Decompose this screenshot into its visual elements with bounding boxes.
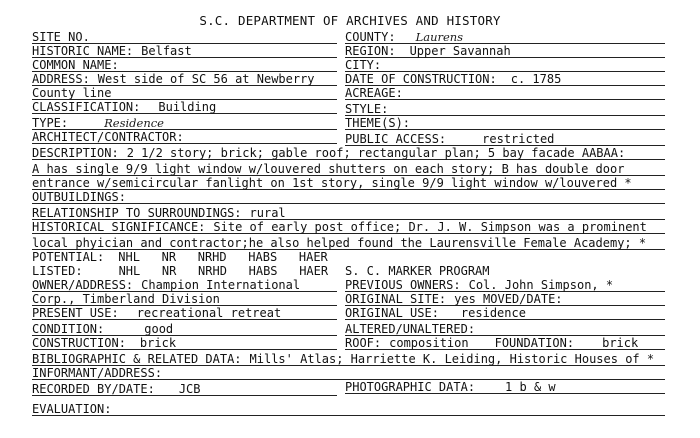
style-row	[345, 102, 665, 116]
acreage-label: ACREAGE:	[345, 86, 403, 100]
evaluation-label: EVALUATION:	[32, 402, 112, 416]
county-row	[345, 30, 665, 44]
foundation-value: brick	[602, 336, 639, 350]
style-label: STYLE:	[345, 102, 389, 116]
date-construction-value: c. 1785	[510, 72, 562, 86]
owner-label: OWNER/ADDRESS:	[32, 278, 134, 292]
altered-label: ALTERED/UNALTERED:	[345, 322, 476, 336]
condition-label: CONDITION:	[32, 322, 105, 336]
public-access-row	[345, 132, 665, 146]
significance-label: HISTORICAL SIGNIFICANCE:	[32, 220, 206, 234]
address-value: West side of SC 56 at Newberry	[97, 72, 315, 86]
address-value-2: County line	[32, 86, 112, 100]
photographic-value: 1 b & w	[505, 380, 556, 394]
classification-label: CLASSIFICATION:	[32, 100, 141, 114]
bibliographic-value: Mills' Atlas; Harriette K. Leiding, Historic Houses of *	[249, 352, 655, 366]
description-row-3	[32, 176, 665, 190]
bibliographic-row	[32, 352, 665, 366]
marker-label: S. C. MARKER PROGRAM	[345, 264, 490, 278]
condition-value: good	[144, 322, 174, 336]
construction-label: CONSTRUCTION:	[32, 336, 126, 350]
condition-row	[32, 322, 337, 336]
original-site-row	[345, 292, 665, 306]
listed-row	[32, 264, 337, 278]
historic-name-row	[32, 44, 337, 58]
address-label: ADDRESS:	[32, 72, 90, 86]
listed-label: LISTED:	[32, 264, 83, 278]
region-value: Upper Savannah	[409, 44, 511, 58]
potential-label: POTENTIAL:	[32, 250, 105, 264]
relationship-label: RELATIONSHIP TO SURROUNDINGS:	[32, 206, 242, 220]
acreage-row	[345, 86, 665, 100]
construction-value: brick	[139, 336, 177, 350]
significance-line-2: local phyician and contractor;he also helped found the Laurensville Female Academy; *	[32, 236, 647, 250]
historic-name-value: Belfast	[141, 44, 192, 58]
common-name-row	[32, 58, 337, 72]
region-label: REGION:	[345, 44, 396, 58]
significance-row-2	[32, 236, 665, 250]
site-no-row	[32, 30, 337, 44]
significance-row	[32, 220, 665, 234]
present-use-value: recreational retreat	[136, 306, 282, 320]
description-line-3: entrance w/semicircular fanlight on 1st story, single 9/9 light window w/louvered *	[32, 176, 632, 190]
recorded-by-value: JCB	[178, 382, 201, 396]
historic-name-label: HISTORIC NAME:	[32, 44, 134, 58]
photographic-row	[345, 380, 665, 394]
previous-owners-row	[345, 278, 665, 292]
classification-value: Building	[158, 100, 217, 114]
county-label: COUNTY:	[345, 30, 396, 44]
owner-row	[32, 278, 337, 292]
description-label: DESCRIPTION:	[32, 146, 119, 160]
outbuildings-row	[32, 190, 665, 204]
owner-value-2: Corp., Timberland Division	[32, 292, 220, 306]
classification-row	[32, 100, 337, 114]
recorded-by-row	[32, 382, 337, 396]
present-use-row	[32, 306, 337, 320]
bibliographic-label: BIBLIOGRAPHIC & RELATED DATA:	[32, 352, 242, 366]
date-construction-label: DATE OF CONSTRUCTION:	[345, 72, 497, 86]
type-row	[32, 116, 337, 130]
date-construction-row	[345, 72, 665, 86]
significance-line-1: Site of early post office; Dr. J. W. Simpson was a prominent	[213, 220, 647, 234]
type-label: TYPE:	[32, 116, 69, 130]
common-name-label: COMMON NAME:	[32, 58, 119, 72]
description-row-2	[32, 162, 665, 176]
marker-row	[345, 264, 665, 278]
construction-row	[32, 336, 337, 350]
city-row	[345, 58, 665, 72]
outbuildings-label: OUTBUILDINGS:	[32, 190, 126, 204]
informant-label: INFORMANT/ADDRESS:	[32, 366, 163, 380]
type-value: Residence	[104, 116, 164, 130]
relationship-row	[32, 206, 665, 220]
description-line-2: A has single 9/9 light window w/louvered shutters on each story; B has double door	[32, 162, 625, 176]
region-row	[345, 44, 665, 58]
previous-owners-label: PREVIOUS OWNERS:	[345, 278, 461, 292]
public-access-label: PUBLIC ACCESS:	[345, 132, 447, 146]
city-label: CITY:	[345, 58, 382, 72]
potential-options: NHL NR NRHD HABS HAER	[118, 250, 328, 264]
themes-row	[345, 116, 665, 130]
previous-owners-value: Col. John Simpson, *	[468, 278, 614, 292]
informant-row	[32, 366, 665, 380]
listed-options: NHL NR NRHD HABS HAER	[118, 264, 329, 278]
original-use-value: residence	[460, 306, 526, 320]
public-access-value: restricted	[482, 132, 555, 146]
roof-row	[345, 336, 665, 350]
owner-value: Champion International	[141, 278, 301, 292]
original-use-label: ORIGINAL USE:	[345, 306, 439, 320]
architect-row	[32, 130, 337, 144]
address-row-2	[32, 86, 337, 100]
roof-label: ROOF:	[345, 336, 382, 350]
relationship-value: rural	[249, 206, 286, 220]
foundation-label: FOUNDATION:	[494, 336, 575, 350]
site-no-label: SITE NO.	[32, 30, 90, 44]
architect-label: ARCHITECT/CONTRACTOR:	[32, 130, 184, 144]
present-use-label: PRESENT USE:	[32, 306, 119, 320]
potential-row	[32, 250, 337, 264]
recorded-by-label: RECORDED BY/DATE:	[32, 382, 155, 396]
original-site-value: yes MOVED/DATE:	[454, 292, 563, 306]
themes-label: THEME(S):	[345, 116, 411, 130]
form-title: S.C. DEPARTMENT OF ARCHIVES AND HISTORY	[199, 13, 501, 28]
roof-value: composition	[389, 336, 469, 350]
original-use-row	[345, 306, 665, 320]
original-site-label: ORIGINAL SITE:	[345, 292, 447, 306]
photographic-label: PHOTOGRAPHIC DATA:	[345, 380, 476, 394]
description-line-1: 2 1/2 story; brick; gable roof; rectangular plan; 5 bay facade AABAA:	[126, 146, 626, 160]
address-row	[32, 72, 337, 86]
description-row	[32, 146, 665, 160]
owner-row-2	[32, 292, 337, 306]
evaluation-row	[32, 402, 665, 416]
altered-row	[345, 322, 665, 336]
county-value: Laurens	[415, 30, 464, 44]
